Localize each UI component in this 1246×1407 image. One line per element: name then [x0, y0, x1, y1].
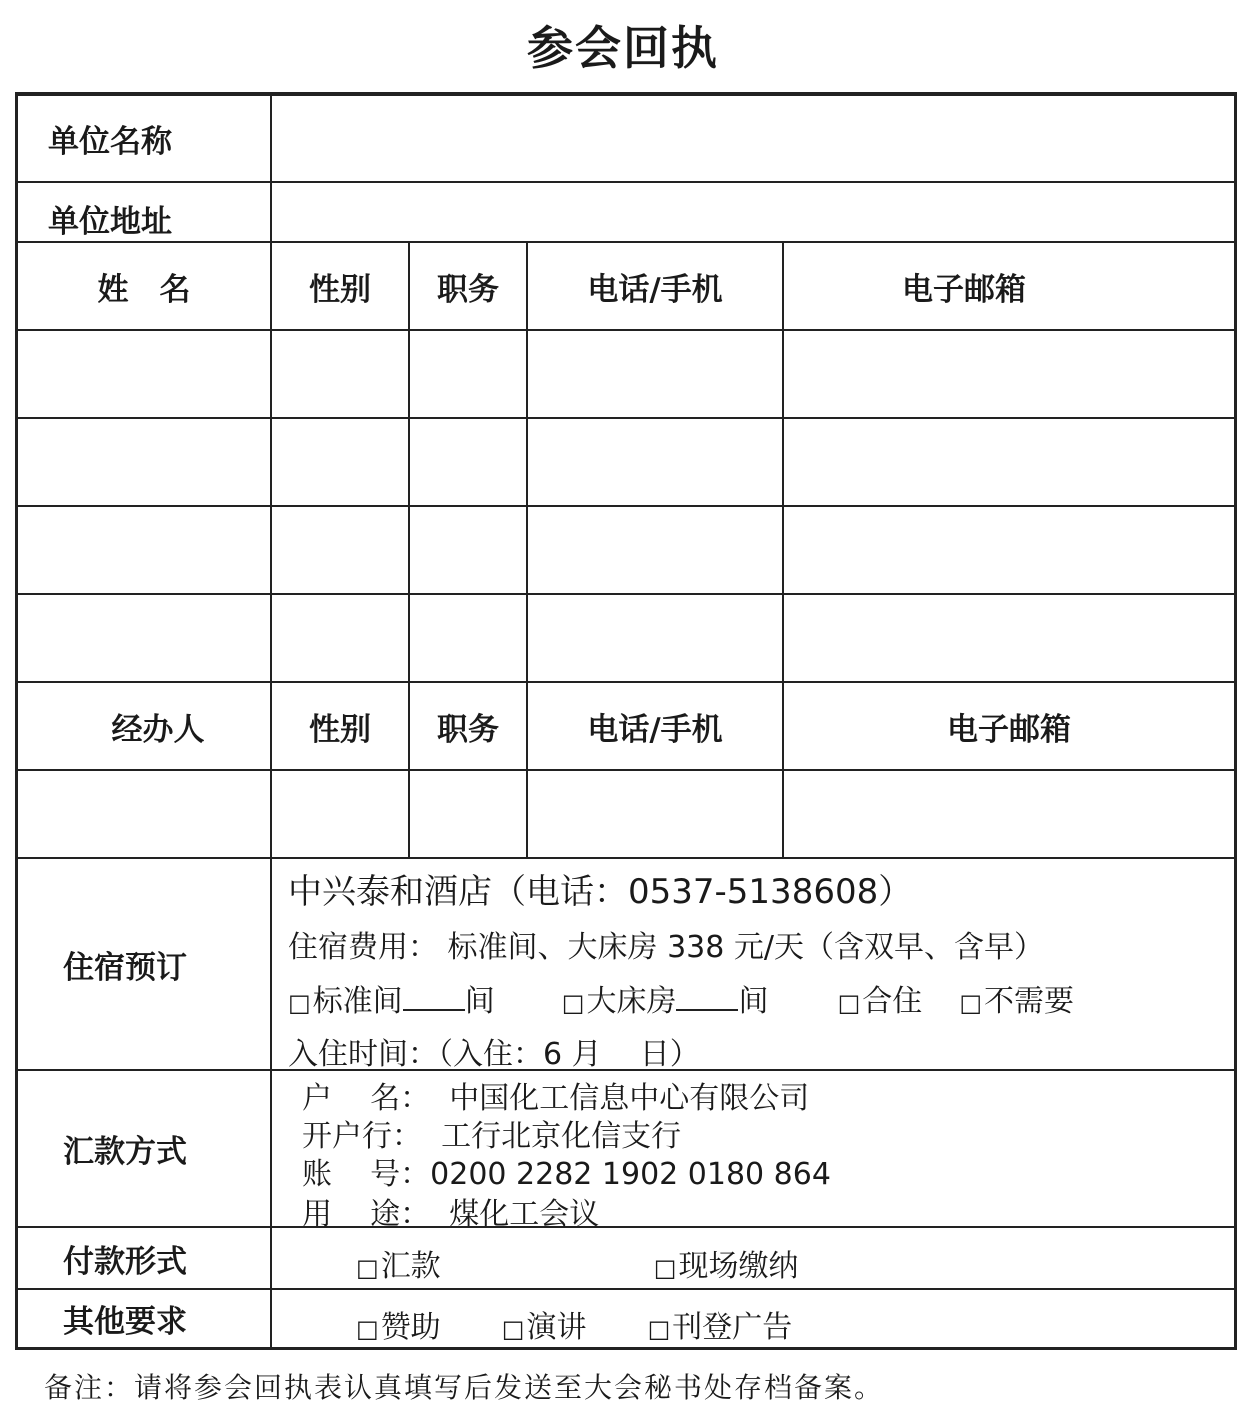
table-border-right	[1234, 92, 1237, 1350]
checkbox-speech[interactable]	[502, 1310, 587, 1345]
table-border-bottom	[15, 1347, 1237, 1350]
option-none-label: 不需要	[984, 984, 1075, 1019]
other-options	[356, 1302, 792, 1346]
handler-row[interactable]	[18, 771, 1234, 857]
unit-address-label: 单位地址	[48, 203, 172, 240]
unit-name-field[interactable]	[272, 96, 1234, 181]
handler-phone: 电话/手机	[587, 711, 723, 748]
unit-name-label: 单位名称	[48, 124, 172, 160]
handler-email: 电子邮箱	[947, 711, 1071, 748]
room-unit-label: 间	[738, 984, 769, 1019]
checkbox-ad[interactable]	[648, 1310, 793, 1345]
attendee-row[interactable]	[18, 331, 1234, 417]
checkbox-king[interactable]	[562, 984, 677, 1019]
attendee-row[interactable]	[18, 419, 1234, 505]
handler-gender: 性别	[309, 711, 371, 748]
checkbox-icon: □	[501, 1315, 525, 1343]
account-number: 账 号：0200 2282 1902 0180 864	[302, 1157, 831, 1192]
handler-position: 职务	[437, 711, 499, 748]
remittance-label: 汇款方式	[63, 1134, 187, 1170]
payment-options	[356, 1241, 798, 1285]
unit-address-field[interactable]	[272, 183, 1234, 241]
option-transfer-label: 汇款	[380, 1249, 441, 1284]
option-ad-label: 刊登广告	[672, 1310, 793, 1345]
footer-note: 备注：请将参会回执表认真填写后发送至大会秘书处存档备案。	[44, 1371, 885, 1404]
checkbox-icon: □	[356, 1315, 379, 1343]
checkbox-icon: □	[288, 989, 311, 1017]
checkbox-icon: □	[647, 1315, 671, 1343]
option-sponsor-label: 赞助	[380, 1310, 441, 1345]
checkbox-icon: □	[653, 1254, 677, 1282]
header-email: 电子邮箱	[902, 271, 1026, 308]
header-phone: 电话/手机	[587, 271, 723, 308]
hotel-info: 中兴泰和酒店（电话：0537-5138608）	[288, 872, 913, 912]
checkbox-transfer[interactable]	[356, 1249, 441, 1284]
checkbox-icon: □	[356, 1254, 379, 1282]
option-king-label: 大床房	[586, 984, 677, 1019]
header-gender: 性别	[309, 271, 371, 308]
attendee-row[interactable]	[18, 595, 1234, 681]
header-name: 姓 名	[97, 271, 191, 308]
lodging-options	[288, 976, 1074, 1020]
handler-label: 经办人	[111, 711, 205, 748]
checkbox-sponsor[interactable]	[356, 1310, 441, 1345]
bank-name: 开户行： 工行北京化信支行	[302, 1119, 682, 1154]
checkbox-standard[interactable]	[288, 984, 403, 1019]
header-position: 职务	[437, 271, 499, 308]
room-unit-label: 间	[464, 984, 495, 1019]
lodging-label: 住宿预订	[63, 949, 187, 986]
lodging-fee: 住宿费用： 标准间、大床房 338 元/天（含双早、含早）	[288, 930, 1044, 965]
checkin-time: 入住时间：（入住：6 月 日）	[288, 1037, 700, 1072]
option-share-label: 合住	[862, 984, 923, 1019]
remittance-purpose: 用 途： 煤化工会议	[302, 1197, 600, 1232]
checkbox-icon: □	[561, 989, 585, 1017]
page-title: 参会回执	[527, 21, 719, 75]
checkbox-icon: □	[837, 989, 861, 1017]
attendee-row[interactable]	[18, 507, 1234, 593]
checkbox-none[interactable]	[959, 984, 1074, 1019]
checkbox-icon: □	[959, 989, 983, 1017]
checkbox-share[interactable]	[838, 984, 923, 1019]
king-count-blank[interactable]	[676, 985, 738, 1011]
option-standard-label: 标准间	[312, 984, 403, 1019]
checkbox-onsite[interactable]	[654, 1249, 799, 1284]
option-speech-label: 演讲	[526, 1310, 587, 1345]
other-label: 其他要求	[63, 1304, 187, 1340]
standard-count-blank[interactable]	[403, 985, 465, 1011]
option-onsite-label: 现场缴纳	[678, 1249, 799, 1284]
account-name: 户 名： 中国化工信息中心有限公司	[302, 1081, 810, 1116]
payment-label: 付款形式	[63, 1243, 187, 1280]
